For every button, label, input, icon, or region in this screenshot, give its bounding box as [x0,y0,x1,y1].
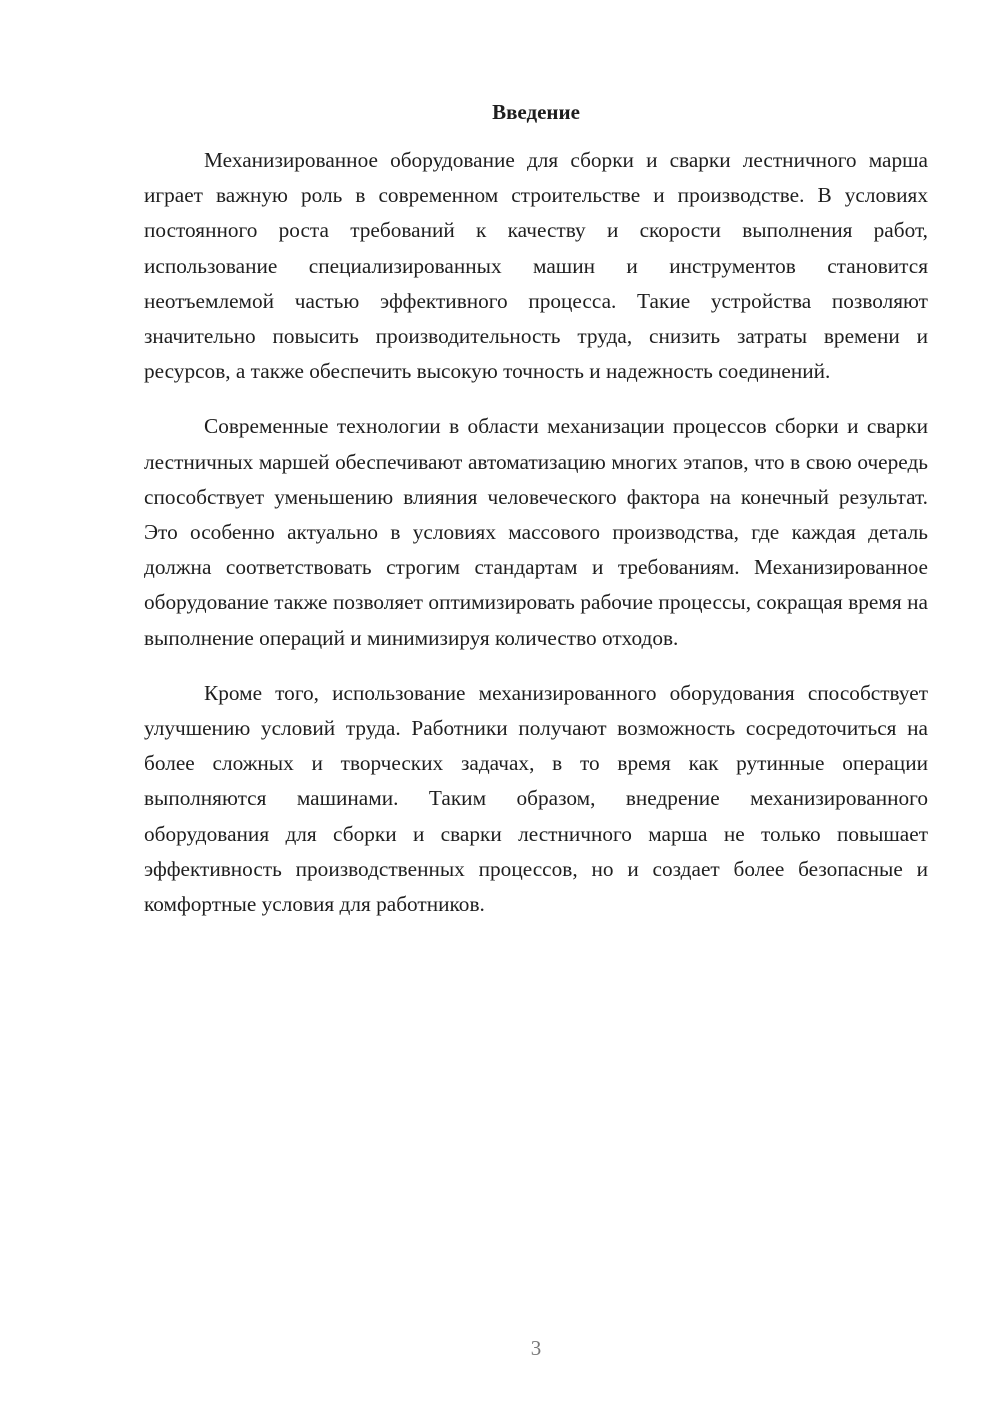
page-number: 3 [530,1336,542,1360]
paragraph-3: Кроме того, использование механизированного оборудования способствует улучшению условий труда. Работники получают возможность сосредоточиться на более сложных и творческих задачах, в то время как рутинные операции выполняются машинами. Таким образом, внедрение механизированного оборудования для сборки и сварки лестничного марша не только повышает эффективность производственных процессов, но и создает более безопасные и комфортные условия для работников. [144,680,928,917]
document-body [144,143,928,942]
paragraph-1: Механизированное оборудование для сборки и сварки лестничного марша играет важную роль в современном строительстве и производстве. В условиях постоянного роста требований к качеству и скорости выполнения работ, использование специализированных машин и инструментов становится неотъемлемой частью эффективного процесса. Такие устройства позволяют значительно повысить производительность труда, снизить затраты времени и ресурсов, а также обеспечить высокую точность и надежность соединений. [144,148,928,384]
paragraph-2: Современные технологии в области механизации процессов сборки и сварки лестничных маршей обеспечивают автоматизацию многих этапов, что в свою очередь способствует уменьшению влияния человеческого фактора на конечный результат. Это особенно актуально в условиях массового производства, где каждая деталь должна соответствовать строгим стандартам и требованиям. Механизированное оборудование также позволяет оптимизировать рабочие процессы, сокращая время на выполнение операций и минимизируя количество отходов. [144,414,928,650]
page-title: Введение [492,100,580,124]
